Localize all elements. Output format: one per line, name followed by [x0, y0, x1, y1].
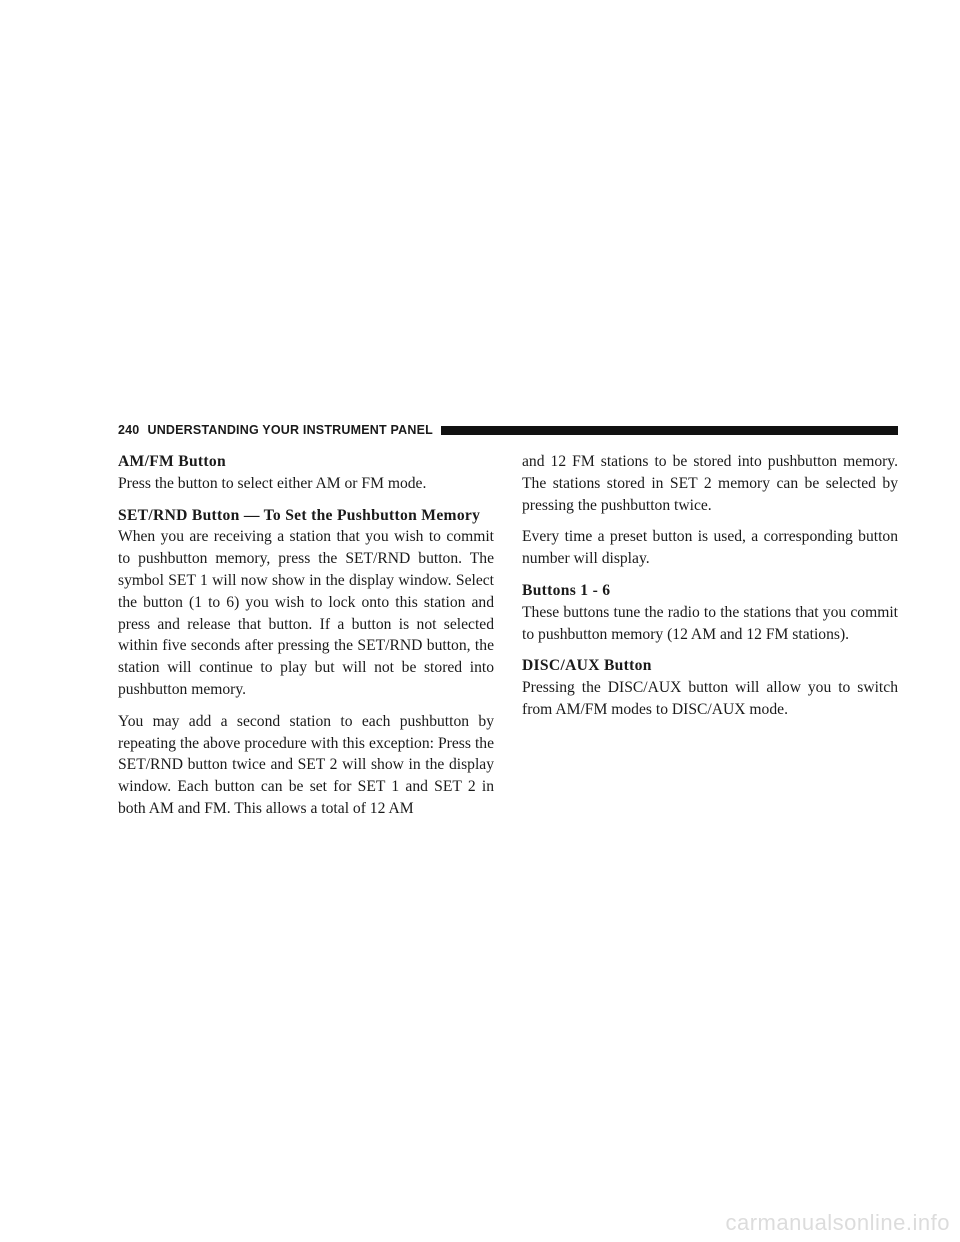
left-column	[118, 451, 494, 830]
continued-text: and 12 FM stations to be stored into pushbutton memory. The stations stored in SET 2 memory can be selected by pressing the pushbutton twice.	[522, 453, 898, 514]
disc-aux-text: Pressing the DISC/AUX button will allow you to switch from AM/FM modes to DISC/AUX mode.	[522, 679, 898, 718]
disc-aux-heading: DISC/AUX Button	[522, 657, 652, 675]
set-rnd-heading: SET/RND Button — To Set the Pushbutton Memory	[118, 506, 481, 524]
buttons-1-6-text: These buttons tune the radio to the stations that you commit to pushbutton memory (12 AM and 12 FM stations).	[522, 603, 898, 643]
right-column	[522, 451, 898, 731]
set-rnd-text-2: You may add a second station to each pushbutton by repeating the above procedure with this exception: Press the SET/RND button twice and SET 2 will show in the display window. Each button can be set for SET 1 and SET 2 in both AM and FM. This allows a total of 12 AM	[118, 712, 494, 817]
page-header	[118, 422, 898, 438]
buttons-1-6-heading: Buttons 1 - 6	[522, 581, 611, 599]
am-fm-heading: AM/FM Button	[118, 453, 226, 470]
preset-text: Every time a preset button is used, a corresponding button number will display.	[522, 528, 898, 568]
am-fm-text: Press the button to select either AM or FM mode.	[118, 474, 427, 492]
page-number: 240	[118, 423, 140, 437]
watermark: carmanualsonline.info	[725, 1210, 950, 1235]
set-rnd-text-1: When you are receiving a station that you wish to commit to pushbutton memory, press the SET/RND button. The symbol SET 1 will now show in the display window. Select the button (1 to 6) you wish to lock onto this station and press and release that button. If a button is not selected within five seconds after pressing the SET/RND button, the station will continue to play but will not be stored into pushbutton memory.	[118, 528, 494, 698]
header-rule	[441, 426, 898, 435]
section-title: UNDERSTANDING YOUR INSTRUMENT PANEL	[147, 423, 433, 437]
